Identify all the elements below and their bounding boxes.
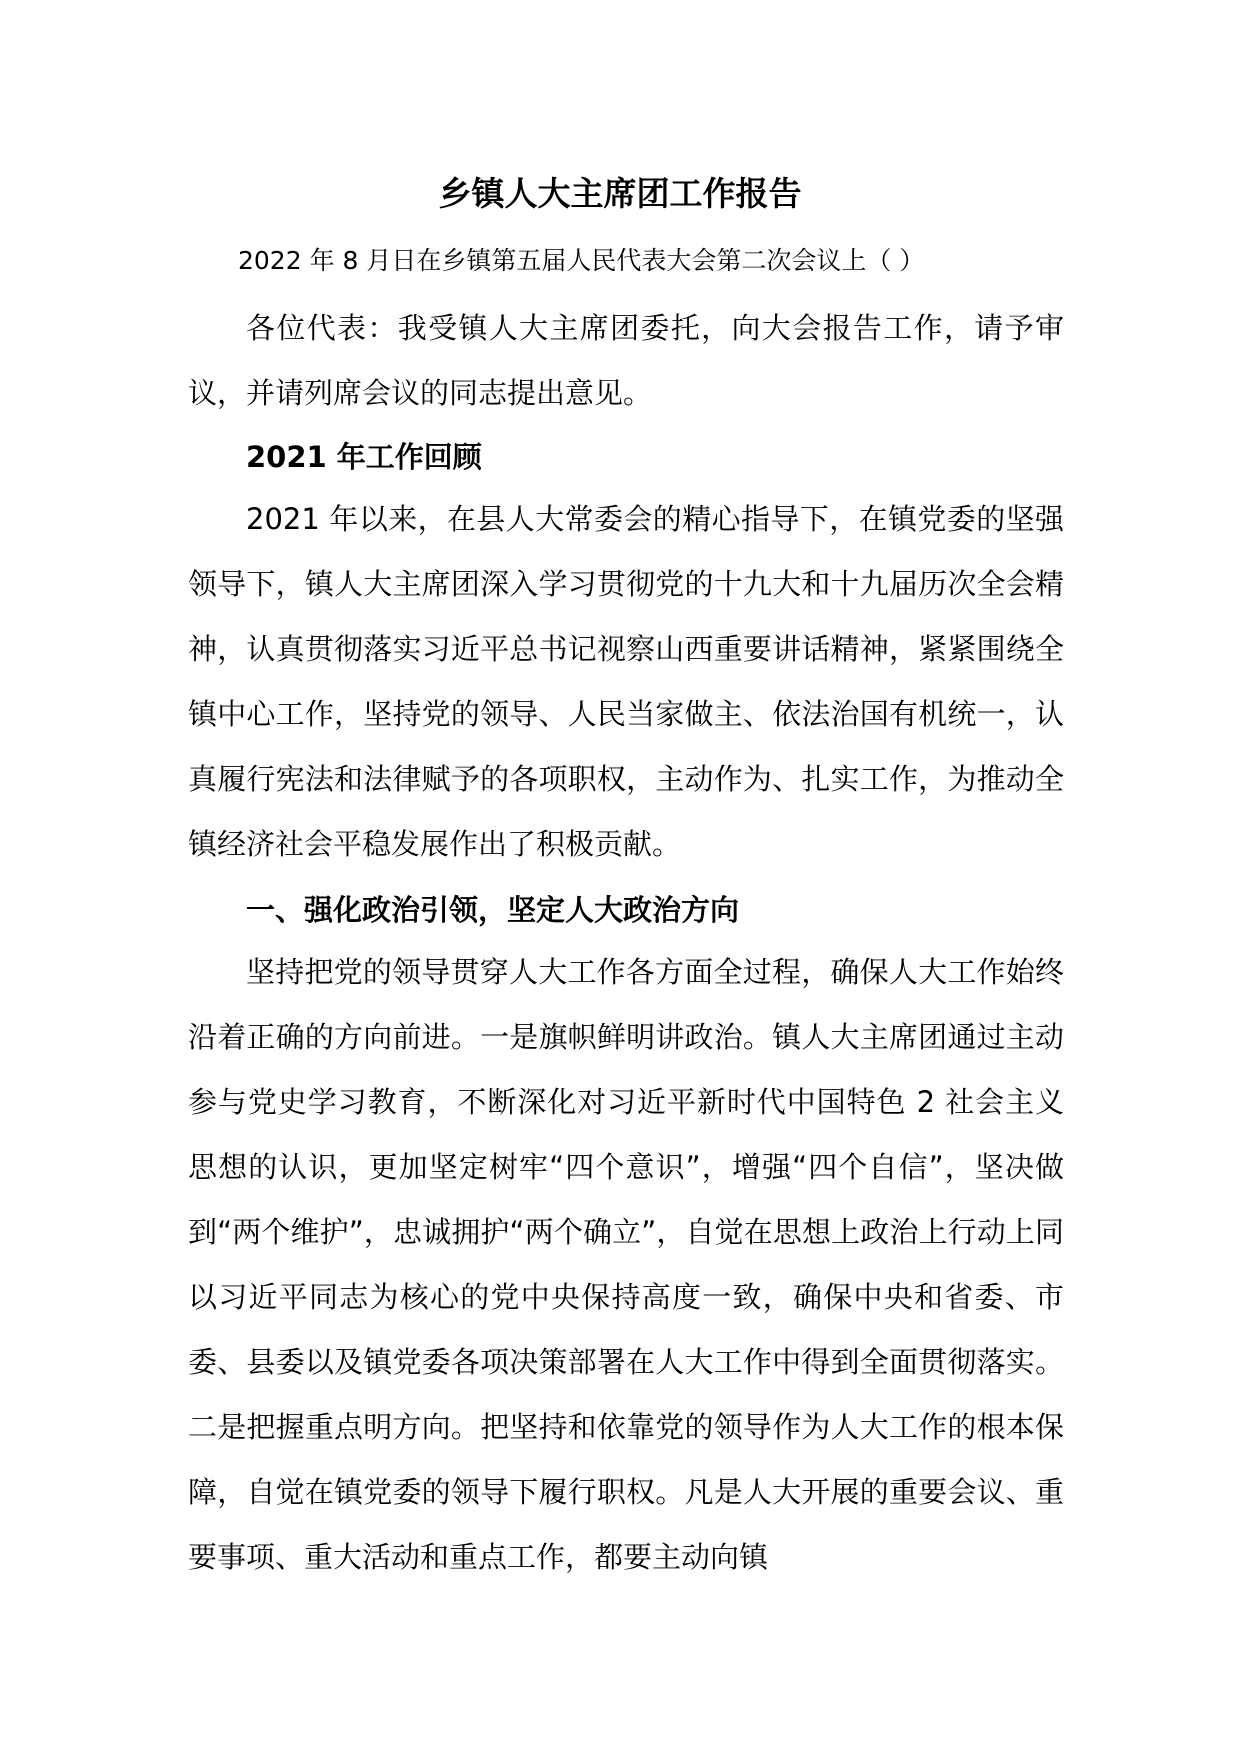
heading-section-one: 一、强化政治引领，坚定人大政治方向 (246, 893, 740, 927)
paragraph-work-review: 2021 年以来，在县人大常委会的精心指导下，在镇党委的坚强领导下，镇人大主席团深入学习贯彻党的十九大和十九届历次全会精神，认真贯彻落实习近平总书记视察山西重要讲话精神，紧紧围绕全镇中心工作，坚持党的领导、人民当家做主、依法治国有机统一，认真履行宪法和法律赋予的各项职权，主动作为、扎实工作，为推动全镇经济社会平稳发展作出了积极贡献。 (188, 502, 1064, 861)
paragraph-greeting: 各位代表：我受镇人大主席团委托，向大会报告工作，请予审议，并请列席会议的同志提出意见。 (188, 311, 1064, 410)
paragraph-political-direction: 坚持把党的领导贯穿人大工作各方面全过程，确保人大工作始终沿着正确的方向前进。一是旗帜鲜明讲政治。镇人大主席团通过主动参与党史学习教育，不断深化对习近平新时代中国特色 2 社会主义思想的认识，更加坚定树牢“四个意识”，增强“四个自信”，坚决做到“两个维护”，忠诚拥护“两个确立”，自觉在思想上政治上行动上同以习近平同志为核心的党中央保持高度一致，确保中央和省委、市委、县委以及镇党委各项决策部署在人大工作中得到全面贯彻落实。二是把握重点明方向。把坚持和依靠党的领导作为人大工作的根本保障，自觉在镇党委的领导下履行职权。凡是人大开展的重要会议、重要事项、重大活动和重点工作，都要主动向镇 (188, 955, 1064, 1574)
document-title: 乡镇人大主席团工作报告 (438, 174, 802, 213)
heading-work-review: 2021 年工作回顾 (246, 440, 482, 474)
document-subtitle: 2022 年 8 月日在乡镇第五届人民代表大会第二次会议上（ ） (238, 246, 925, 275)
